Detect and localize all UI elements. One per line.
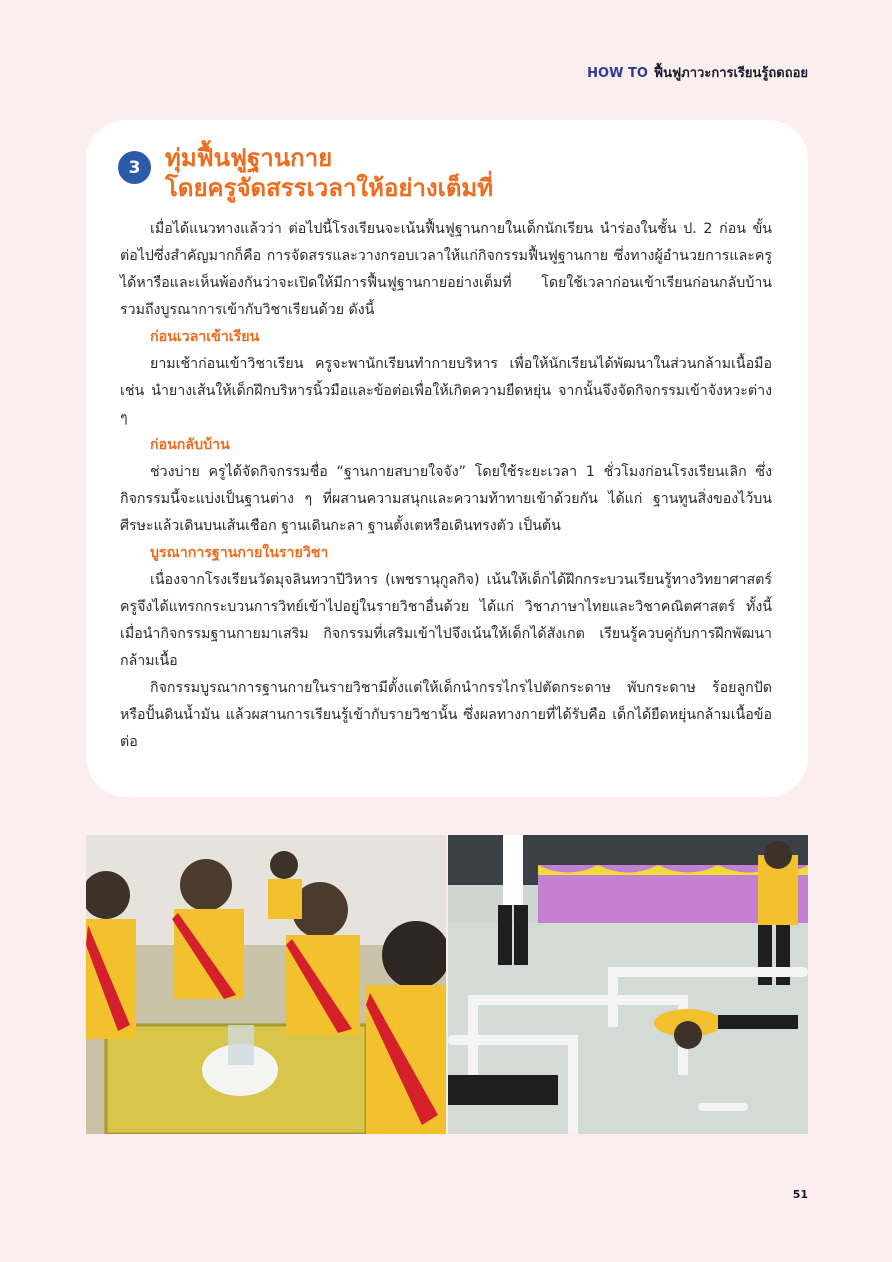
how-to-label: HOW TO [587,66,648,81]
photo-crawling-illustration [448,835,808,1134]
paragraph-activities: กิจกรรมบูรณาการฐานกายในรายวิชามีตั้งแต่ให้เด็กนำกรรไกรไปตัดกระดาษ พับกระดาษ ร้อยลูกปัด หรือปั้นดินน้ำมัน แล้วผสานการเรียนรู้เข้ากับรายวิชานั้น ซึ่งผลทางกายที่ได้รับคือ เด็กได้ยืดหยุ่นกล้ามเนื้อข้อต่อ [120,680,772,750]
section-title-line1: ทุ่มฟื้นฟูฐานกาย [165,144,333,172]
intro-paragraph: เมื่อได้แนวทางแล้วว่า ต่อไปนี้โรงเรียนจะเน้นฟื้นฟูฐานกายในเด็กนักเรียน นำร่องในชั้น ป. 2 ก่อน ขั้นต่อไปซึ่งสำคัญมากก็คือ การจัดสรรและวางกรอบเวลาให้แก่กิจกรรมฟื้นฟูฐานกาย ซึ่งทางผู้อำนวยการและครูได้หารือและเห็นพ้องกันว่าจะเปิดให้มีการฟื้นฟูฐานกายอย่างเต็มที่ โดยใช้เวลาก่อนเข้าเรียนก่อนกลับบ้าน รวมถึงบูรณาการเข้ากับวิชาเรียนด้วย ดังนี้ [120,221,772,318]
header-topic: ฟื้นฟูภาวะการเรียนรู้ถดถอย [653,66,808,81]
article-body [120,216,772,756]
paragraph-before-class: ยามเช้าก่อนเข้าวิชาเรียน ครูจะพานักเรียนทำกายบริหาร เพื่อให้นักเรียนได้พัฒนาในส่วนกล้ามเนื้อมือ เช่น นำยางเส้นให้เด็กฝึกบริหารนิ้วมือและข้อต่อเพื่อให้เกิดความยืดหยุ่น จากนั้นจึงจัดกิจกรรมเข้าจังหวะต่าง ๆ [120,356,772,426]
page-number: 51 [792,1188,808,1201]
subheading-before-home: ก่อนกลับบ้าน [150,437,230,453]
section-title [165,143,493,203]
paragraph-before-home: ช่วงบ่าย ครูได้จัดกิจกรรมชื่อ “ฐานกายสบายใจจัง” โดยใช้ระยะเวลา 1 ชั่วโมงก่อนโรงเรียนเลิก ซึ่งกิจกรรมนี้จะแบ่งเป็นฐานต่าง ๆ ที่ผสานความสนุกและความท้าทายเข้าด้วยกัน ได้แก่ ฐานทูนสิ่งของไว้บนศีรษะแล้วเดินบนเส้นเชือก ฐานเดินกะลา ฐานตั้งเตหรือเดินทรงตัว เป็นต้น [120,464,772,534]
section-title-line2: โดยครูจัดสรรเวลาให้อย่างเต็มที่ [165,174,494,202]
running-header [587,62,808,83]
subheading-before-class: ก่อนเวลาเข้าเรียน [150,329,260,345]
photo-children-science-activity [86,835,446,1134]
subheading-integration: บูรณาการฐานกายในรายวิชา [150,545,329,561]
photo-children-illustration [86,835,446,1134]
paragraph-integration: เนื่องจากโรงเรียนวัดมุจลินทวาปีวิหาร (เพชรานุกูลกิจ) เน้นให้เด็กได้ฝึกกระบวนเรียนรู้ทางวิทยาศาสตร์ ครูจึงได้แทรกกระบวนการวิทย์เข้าไปอยู่ในรายวิชาอื่นด้วย ได้แก่ วิชาภาษาไทยและวิชาคณิตศาสตร์ ทั้งนี้เมื่อนำกิจกรรมฐานกายมาเสริม กิจกรรมที่เสริมเข้าไปจึงเน้นให้เด็กได้สังเกต เรียนรู้ควบคู่กับการฝึกพัฒนากล้ามเนื้อ [120,572,772,669]
photo-children-crawling-activity [448,835,808,1134]
section-number-badge: 3 [118,151,151,184]
